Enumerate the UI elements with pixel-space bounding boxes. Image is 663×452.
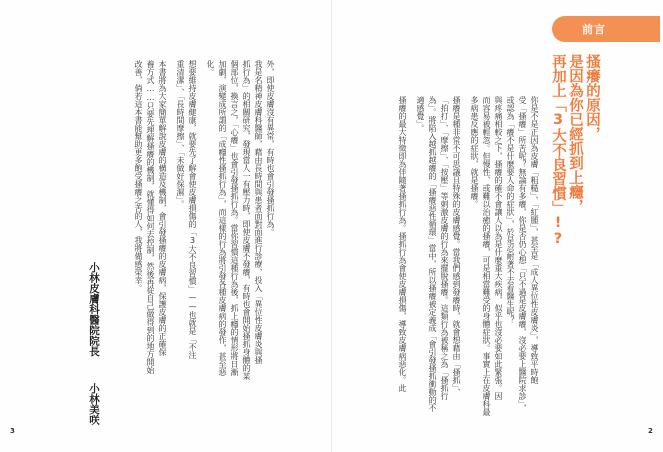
text-column: 想要維持皮膚健康，就要先了解會使皮膚損傷的「3大不良習慣」——也就是「不注 [188,60,197,359]
title-line: 是因為你已經抓到上癮， [567,54,583,214]
section-badge [552,16,660,42]
text-column: 適感覺」。 [416,96,425,132]
author-name: 小林美咲 [88,383,100,425]
text-column: 你是不是正因為皮膚「粗糙」、「紅腫」，甚至是「成人異位性皮膚炎」，導致平時飽 [530,96,539,384]
page-gutter [331,0,332,452]
text-column: 搔癢是種非常不可思議且特殊的皮膚感覺。當我們感到發癢時，就會想藉由「搔抓」、 [452,96,461,396]
text-column: 而容易被輕忽。但慢性、或難以治癒的搔癢，可是相當難受的身體症狀。事實上在皮膚科最 [482,96,491,416]
page-number-right: 2 [648,427,653,435]
text-column: 受「搔癢」所苦呢？無論有多癢，你是否仍心想「只不過是皮膚癢，沒必要上醫院求診」， [518,96,527,412]
text-column: 抓行為」的相關研究，發現當人一有壓力時，即使皮膚不發癢，有時也會開始搔抓身體的某 [242,60,251,380]
text-column: 搔癢的最大特徵即為伴隨著搔抓行為。搔抓行為會使皮膚損傷，導致皮膚病惡化。此 [398,96,407,392]
text-column: 或認為「癢不是什麼要人命的症狀」，於是忍耐著不去看醫生呢？ [506,96,515,324]
text-column: 加劇，演變成所謂的「成癮性搔抓行為」，而這樣的行為將引發各種皮膚病的發作，甚至惡 [218,60,227,376]
text-column: 本書將為大家簡單解說皮膚的構造及機制，會引發搔癢的皮膚病，保護皮膚的正確保 [158,60,167,356]
text-column: 外，即使皮膚沒有異常，有時也會引發搔抓行為。 [266,60,275,236]
section-label: 前言 [582,23,606,36]
text-column: 化。 [206,60,215,76]
text-column: 重清潔」、「長時間摩擦」、「未做好保濕」。 [176,60,185,208]
title-line: 搔癢的原因， [584,54,600,141]
text-column: 個部位，換言之，「心癢」也會引發搔抓行為。當你習慣這種行為後，抓上癮的情形將日漸 [230,60,239,376]
text-column: 我是名精神皮膚科醫師，藉由長時間與患者面對面進行診療、投入「異位性皮膚炎與搔 [254,60,263,364]
text-column: 「拍打」、「摩擦」、「按壓」等刺激皮膚的行為來擺脫搔癢。這類行為被稱之為「搔抓行 [440,96,449,400]
page-number-left: 3 [10,427,15,435]
text-column: 與疼痛相較之下，搔癢的確不會讓人以為是什麼重大疾病，似乎也沒必要如此緊張。因 [494,96,503,400]
text-column: 養方式……只要先理解搔癢的機制，就懂得如何去控制，然後再從自己做得到的地方開始 [146,60,155,374]
title-line: 再加上「3大不良習慣」!? [550,54,566,247]
text-column: 為」。將陷入越抓越癢的「搔癢惡性循環」當中，所以搔癢被定義成「會引發搔抓衝動的不 [428,96,437,412]
author-title: 小林皮膚科醫院院長 [88,262,100,357]
text-column: 改善，倘若這本書能幫助更多飽受搔癢之苦的人，我將備感榮幸。 [134,60,143,292]
text-column: 多病患反應的症狀，就是搔癢。 [470,96,479,208]
